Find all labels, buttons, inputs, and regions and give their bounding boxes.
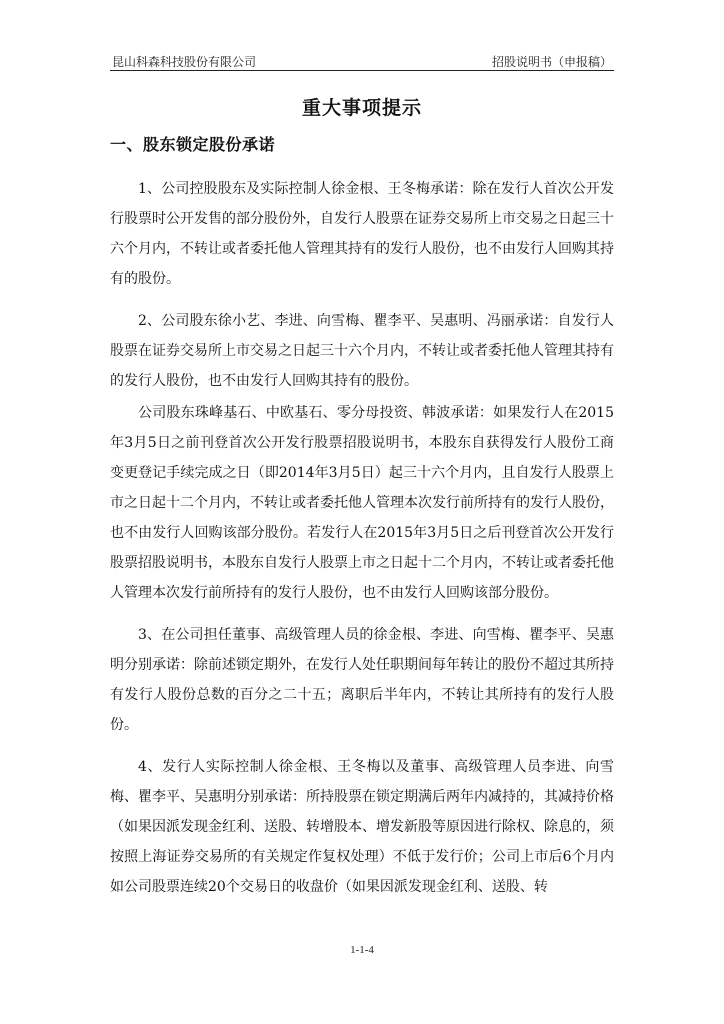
section-body xyxy=(110,174,614,902)
header-company-name: 昆山科森科技股份有限公司 xyxy=(112,55,257,69)
paragraph-1: 1、公司控股股东及实际控制人徐金根、王冬梅承诺：除在发行人首次公开发行股票时公开发售的部分股份外，自发行人股票在证券交易所上市交易之日起三十六个月内，不转让或者委托他人管理其持有的发行人股份，也不由发行人回购其持有的股份。 xyxy=(110,181,614,287)
paragraph-3: 公司股东珠峰基石、中欧基石、零分母投资、韩波承诺：如果发行人在2015年3月5日之前刊登首次公开发行股票招股说明书，本股东自获得发行人股份工商变更登记手续完成之日（即2014年3月5日）起三十六个月内，且自发行人股票上市之日起十二个月内，不转让或者委托他人管理本次发行前所持有的发行人股份，也不由发行人回购该部分股份。若发行人在2015年3月5日之后刊登首次公开发行股票招股说明书，本股东自发行人股票上市之日起十二个月内，不转让或者委托他人管理本次发行前所持有的发行人股份，也不由发行人回购该部分股份。 xyxy=(110,405,614,601)
page-header xyxy=(110,50,614,71)
section-heading: 一、股东锁定股份承诺 xyxy=(110,135,276,154)
page-title: 重大事项提示 xyxy=(301,97,422,119)
paragraph-2: 2、公司股东徐小艺、李进、向雪梅、瞿李平、吴惠明、冯丽承诺：自发行人股票在证券交易所上市交易之日起三十六个月内，不转让或者委托他人管理其持有的发行人股份，也不由发行人回购其持有的股份。 xyxy=(110,313,614,389)
page-number: 1-1-4 xyxy=(350,944,374,956)
paragraph-5: 4、发行人实际控制人徐金根、王冬梅以及董事、高级管理人员李进、向雪梅、瞿李平、吴惠明分别承诺：所持股票在锁定期满后两年内减持的，其减持价格（如果因派发现金红利、送股、转增股本、增发新股等原因进行除权、除息的，须按照上海证券交易所的有关规定作复权处理）不低于发行价；公司上市后6个月内如公司股票连续20个交易日的收盘价（如果因派发现金红利、送股、转 xyxy=(110,759,614,895)
paragraph-4: 3、在公司担任董事、高级管理人员的徐金根、李进、向雪梅、瞿李平、吴惠明分别承诺：除前述锁定期外，在发行人处任职期间每年转让的股份不超过其所持有发行人股份总数的百分之二十五；离职后半年内，不转让其所持有的发行人股份。 xyxy=(110,627,614,733)
header-document-type: 招股说明书（申报稿） xyxy=(491,55,612,69)
